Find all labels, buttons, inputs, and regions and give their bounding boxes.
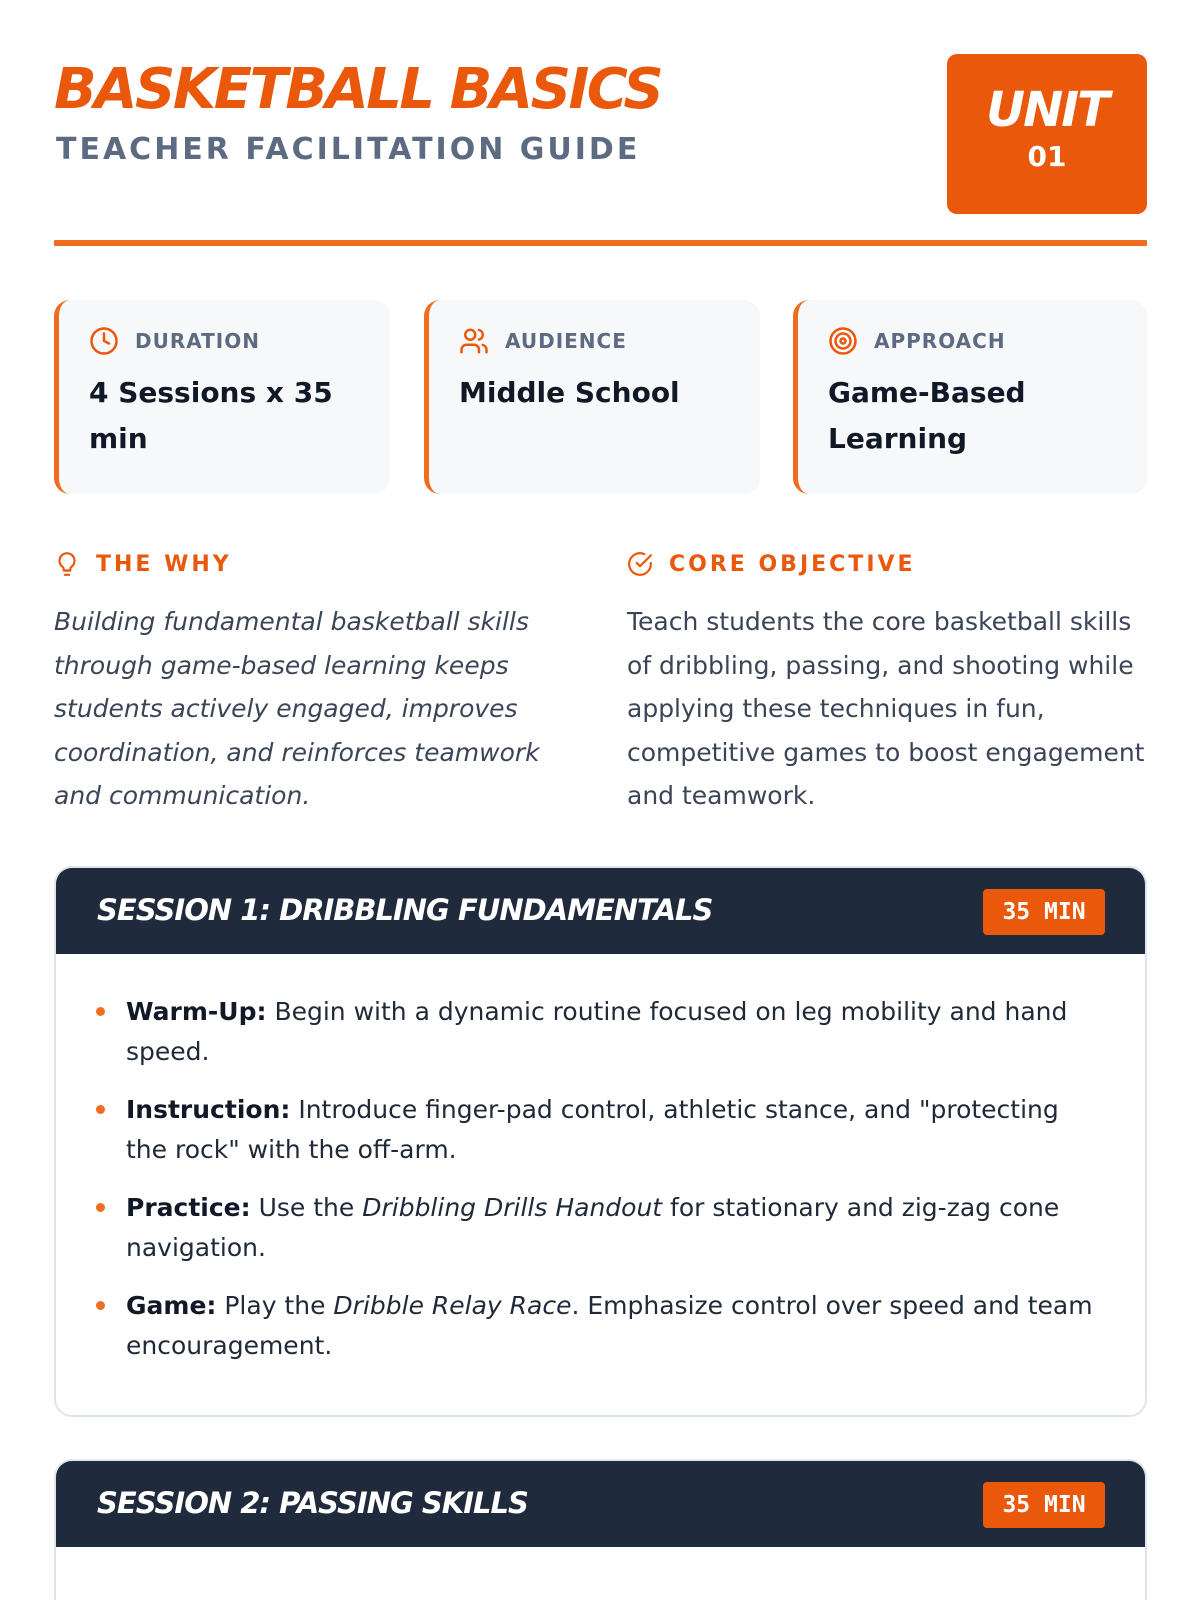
objective-text: Teach students the core basketball skills of dribbling, passing, and shooting while applying these techniques in fun, competitive games to boost engagement and teamwork. (627, 607, 1145, 810)
lightbulb-icon (54, 551, 80, 577)
users-icon (459, 326, 489, 356)
list-item (126, 1286, 1105, 1366)
objective-title: CORE OBJECTIVE (669, 551, 916, 577)
card-label: APPROACH (874, 329, 1006, 353)
unit-number: 01 (1027, 140, 1067, 173)
clock-icon (89, 326, 119, 356)
page-subtitle: TEACHER FACILITATION GUIDE (56, 132, 641, 167)
session-header (56, 868, 1145, 954)
session-duration-badge: 35 MIN (983, 889, 1105, 935)
item-text: Play the (216, 1291, 334, 1320)
list-item (126, 992, 1105, 1072)
duration-card (54, 300, 390, 494)
session-activity-list (56, 954, 1145, 1366)
session-2-card (54, 1459, 1147, 1600)
card-label: AUDIENCE (505, 329, 627, 353)
why-title: THE WHY (96, 551, 232, 577)
card-label: DURATION (135, 329, 260, 353)
game-reference: Dribble Relay Race (333, 1291, 572, 1320)
card-value: Game-Based Learning (828, 376, 1026, 455)
page-title: BASKETBALL BASICS (54, 57, 662, 122)
list-item (126, 1188, 1105, 1268)
audience-card (424, 300, 760, 494)
why-section (54, 548, 564, 818)
item-text: . Emphasize control over speed and team encouragement. (126, 1291, 1093, 1360)
header-divider (54, 240, 1147, 246)
session-duration-badge: 35 MIN (983, 1482, 1105, 1528)
session-title: SESSION 1: DRIBBLING FUNDAMENTALS (97, 893, 713, 927)
item-text: Use the (250, 1193, 363, 1222)
session-title: SESSION 2: PASSING SKILLS (97, 1486, 528, 1520)
item-label: Warm-Up: (126, 997, 267, 1026)
target-icon (828, 326, 858, 356)
item-label: Game: (126, 1291, 217, 1320)
approach-card (793, 300, 1147, 494)
unit-badge (947, 54, 1147, 214)
facilitation-guide-page (54, 0, 1147, 1600)
item-label: Instruction: (126, 1095, 291, 1124)
header (54, 50, 1147, 246)
info-cards (54, 300, 1147, 494)
item-text: Begin with a dynamic routine focused on leg mobility and hand speed. (126, 997, 1068, 1066)
card-value: 4 Sessions x 35 min (89, 376, 333, 455)
why-text: Building fundamental basketball skills through game-based learning keeps students actively engaged, improves coordination, and reinforces teamwork and communication. (54, 607, 540, 810)
item-text: Introduce finger-pad control, athletic stance, and "protecting the rock" with the off-arm. (126, 1095, 1059, 1164)
list-item (126, 1090, 1105, 1170)
objective-section (627, 548, 1147, 818)
handout-reference: Dribbling Drills Handout (362, 1193, 663, 1222)
item-text: for stationary and zig-zag cone navigation. (126, 1193, 1060, 1262)
item-label: Practice: (126, 1193, 251, 1222)
card-value: Middle School (459, 376, 680, 409)
unit-label: UNIT (986, 82, 1108, 138)
session-1-card (54, 866, 1147, 1417)
session-header (56, 1461, 1145, 1547)
check-circle-icon (627, 551, 653, 577)
